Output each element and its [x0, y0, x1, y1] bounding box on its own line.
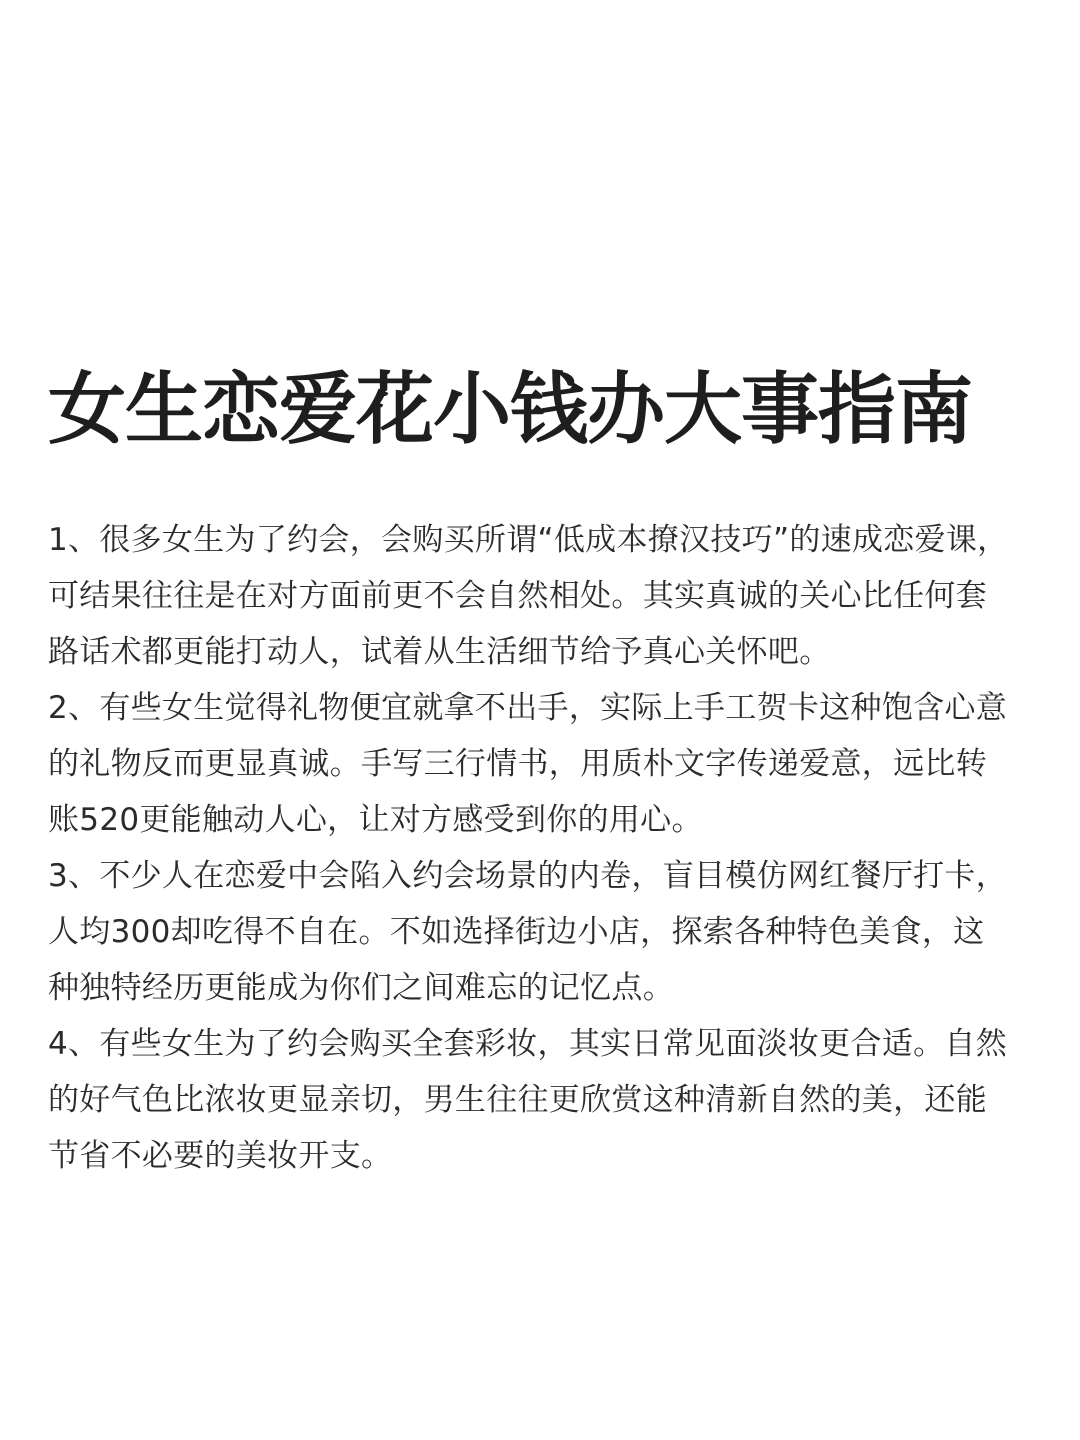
page-title: 女生恋爱花小钱办大事指南	[48, 365, 973, 455]
paragraph-line: 1、很多女生为了约会，会购买所谓“低成本撩汉技巧”的速成恋爱课，	[48, 522, 1009, 558]
paragraph-line: 人均300却吃得不自在。不如选择街边小店，探索各种特色美食，这	[48, 914, 985, 950]
paragraph-line: 路话术都更能打动人，试着从生活细节给予真心关怀吧。	[48, 634, 831, 670]
paragraph-line: 的礼物反而更显真诚。手写三行情书，用质朴文字传递爱意，远比转	[48, 746, 987, 782]
paragraph-line: 种独特经历更能成为你们之间难忘的记忆点。	[48, 970, 674, 1006]
tip-paragraph-4	[48, 1016, 1038, 1184]
paragraph-line: 可结果往往是在对方面前更不会自然相处。其实真诚的关心比任何套	[48, 578, 987, 614]
paragraph-line: 节省不必要的美妆开支。	[48, 1138, 393, 1174]
paragraph-line: 2、有些女生觉得礼物便宜就拿不出手，实际上手工贺卡这种饱含心意	[48, 690, 1008, 726]
tip-paragraph-2	[48, 680, 1038, 848]
paragraph-line: 账520更能触动人心，让对方感受到你的用心。	[48, 802, 703, 838]
article-body	[48, 512, 1038, 1184]
paragraph-line: 4、有些女生为了约会购买全套彩妆，其实日常见面淡妆更合适。自然	[48, 1026, 1008, 1062]
tip-paragraph-3	[48, 848, 1038, 1016]
tip-paragraph-1	[48, 512, 1038, 680]
paragraph-line: 3、不少人在恋爱中会陷入约会场景的内卷，盲目模仿网红餐厅打卡，	[48, 858, 1008, 894]
paragraph-line: 的好气色比浓妆更显亲切，男生往往更欣赏这种清新自然的美，还能	[48, 1082, 987, 1118]
